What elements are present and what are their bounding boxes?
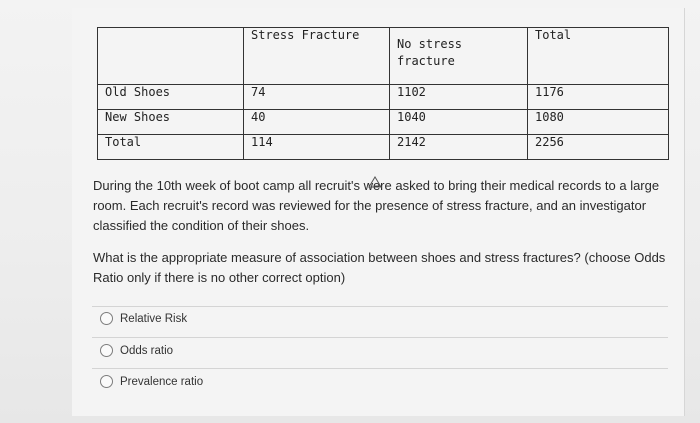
radio-button-icon[interactable] bbox=[100, 344, 113, 357]
table-header-blank bbox=[98, 28, 244, 85]
question-text: What is the appropriate measure of association between shoes and stress fractures? (choose Odds Ratio only if there is no other correct option) bbox=[93, 250, 666, 285]
option-label: Relative Risk bbox=[120, 312, 188, 325]
cell-old-no-stress: 1102 bbox=[390, 85, 528, 110]
radio-button-icon[interactable] bbox=[100, 312, 113, 325]
cell-new-no-stress: 1040 bbox=[390, 110, 528, 135]
table-header-total: Total bbox=[528, 28, 669, 85]
mouse-cursor-icon bbox=[367, 175, 383, 189]
cell-new-total: 1080 bbox=[528, 110, 669, 135]
option-odds-ratio[interactable] bbox=[100, 344, 173, 357]
table-header-row bbox=[98, 28, 669, 85]
cell-old-stress: 74 bbox=[244, 85, 390, 110]
row-label-old-shoes: Old Shoes bbox=[98, 85, 244, 110]
option-prevalence-ratio[interactable] bbox=[100, 375, 203, 388]
cell-total-stress: 114 bbox=[244, 135, 390, 160]
table-row bbox=[98, 85, 669, 110]
option-divider bbox=[92, 368, 668, 369]
cell-total-no-stress: 2142 bbox=[390, 135, 528, 160]
scenario-passage: During the 10th week of boot camp all recruit's were asked to bring their medical records to a large room. Each recruit's record was reviewed for the presence of stress fracture, and an investigator classified the condition of their shoes. bbox=[93, 178, 660, 233]
option-divider bbox=[92, 306, 668, 307]
table-row bbox=[98, 110, 669, 135]
cell-old-total: 1176 bbox=[528, 85, 669, 110]
table-header-no-stress-fracture: No stress fracture bbox=[390, 28, 528, 85]
contingency-table bbox=[97, 27, 669, 160]
radio-button-icon[interactable] bbox=[100, 375, 113, 388]
option-label: Odds ratio bbox=[120, 344, 174, 357]
cell-new-stress: 40 bbox=[244, 110, 390, 135]
cell-total-total: 2256 bbox=[528, 135, 669, 160]
option-divider bbox=[92, 337, 668, 338]
table-row bbox=[98, 135, 669, 160]
option-label: Prevalence ratio bbox=[120, 375, 204, 388]
row-label-new-shoes: New Shoes bbox=[98, 110, 244, 135]
row-label-total: Total bbox=[98, 135, 244, 160]
table-header-stress-fracture: Stress Fracture bbox=[244, 28, 390, 85]
option-relative-risk[interactable] bbox=[100, 312, 187, 325]
